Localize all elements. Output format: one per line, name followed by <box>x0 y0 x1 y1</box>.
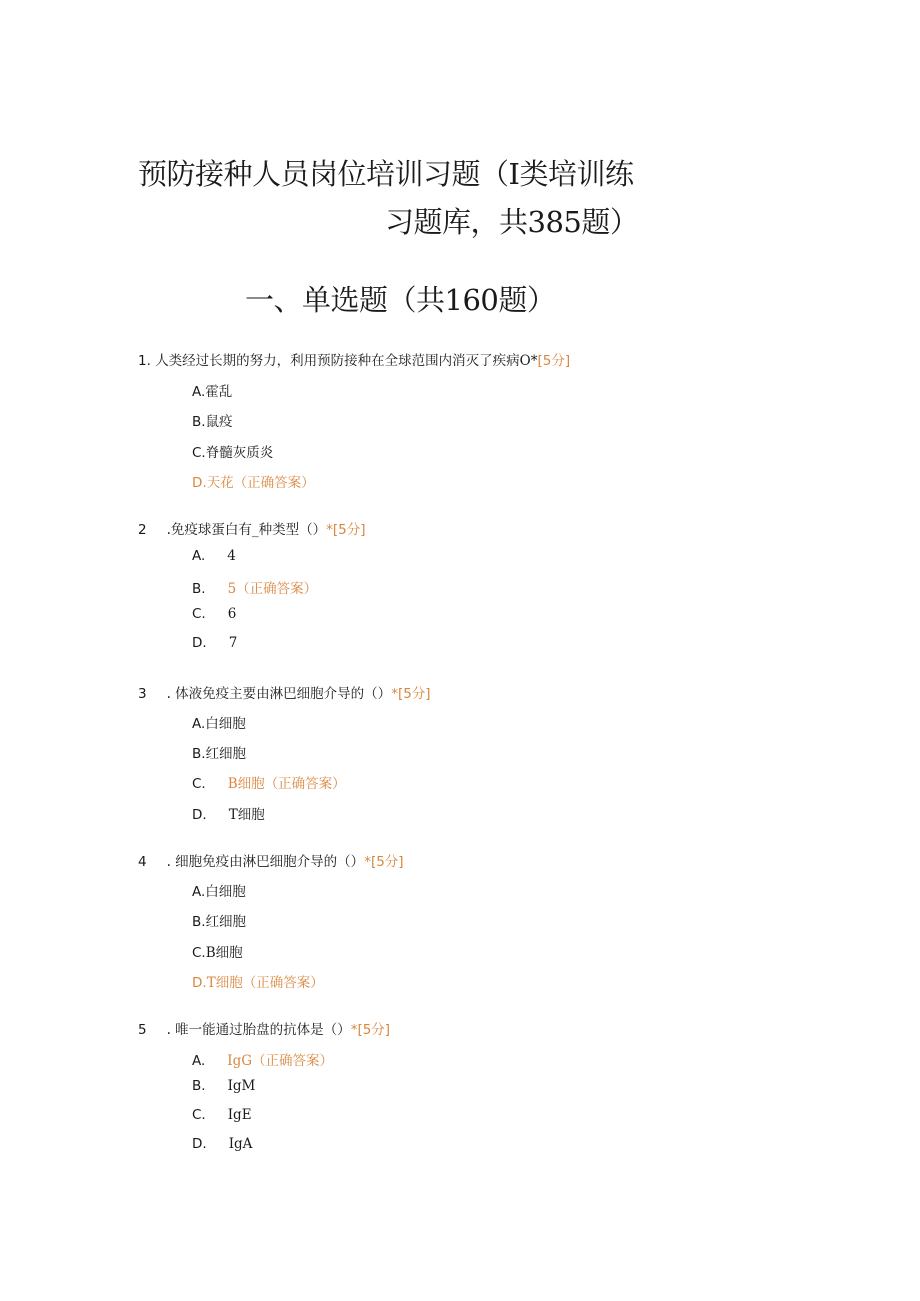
question-5 <box>138 1018 390 1038</box>
option-text: T细胞（正确答案） <box>206 975 324 991</box>
option-label: B. <box>192 914 206 930</box>
section-title: 一、单选题（共160题） <box>245 283 556 317</box>
option-text: B细胞 <box>205 945 243 961</box>
question-text: .免疫球蛋白有_种类型（） <box>166 522 327 538</box>
option-text: 4 <box>227 548 236 564</box>
option-text-correct: B细胞（正确答案） <box>227 776 346 792</box>
option-b <box>192 577 317 597</box>
option-label: A. <box>192 1053 206 1069</box>
question-score: *[5分] <box>364 854 404 870</box>
option-label: B. <box>192 414 206 430</box>
question-score: *[5分] <box>350 1022 391 1038</box>
option-text: 天花（正确答案） <box>206 475 315 491</box>
option-label: D. <box>192 635 207 651</box>
question-4 <box>138 850 404 870</box>
question-text: . 体液免疫主要由淋巴细胞介导的（） <box>166 686 392 702</box>
question-text: . 细胞免疫由淋巴细胞介导的（） <box>166 854 365 870</box>
option-a <box>192 712 246 732</box>
option-b <box>192 742 246 762</box>
question-number: 4 <box>138 854 147 870</box>
option-d <box>192 803 265 823</box>
option-text-correct: IgG（正确答案） <box>227 1053 334 1069</box>
option-d <box>192 635 237 651</box>
option-label: D. <box>192 807 207 823</box>
question-2 <box>138 518 366 538</box>
document-title-line2: 习题库，共385题） <box>385 205 639 239</box>
option-label: D. <box>192 475 207 491</box>
option-c <box>192 441 273 461</box>
option-d-correct <box>192 471 315 491</box>
question-score: [5分] <box>537 353 571 369</box>
option-label: A. <box>192 716 206 732</box>
document-title-line1: 预防接种人员岗位培训习题（I类培训练 <box>138 157 634 191</box>
option-text: IgE <box>227 1107 252 1123</box>
option-text: IgM <box>227 1078 256 1094</box>
option-text: 白细胞 <box>205 884 246 900</box>
question-1 <box>138 349 570 369</box>
option-a <box>192 548 236 564</box>
option-label: C. <box>192 1107 206 1123</box>
option-text: 霍乱 <box>205 384 233 400</box>
option-text: 红细胞 <box>205 914 247 930</box>
question-score: *[5分] <box>326 522 366 538</box>
option-d-correct <box>192 971 324 991</box>
option-c <box>192 772 346 792</box>
option-label: B. <box>192 746 206 762</box>
option-text: 脊髓灰质炎 <box>205 445 274 461</box>
option-text-correct: 5（正确答案） <box>227 581 318 597</box>
option-b <box>192 1078 255 1094</box>
option-b <box>192 910 246 930</box>
question-number: 1. <box>138 353 151 369</box>
option-text: 6 <box>227 606 237 622</box>
question-number: 3 <box>138 686 147 702</box>
option-label: D. <box>192 1136 207 1152</box>
option-label: A. <box>192 548 206 564</box>
option-a <box>192 880 246 900</box>
option-label: C. <box>192 445 206 461</box>
option-text: 鼠疫 <box>205 414 233 430</box>
option-label: C. <box>192 606 206 622</box>
option-label: A. <box>192 884 206 900</box>
option-text: IgA <box>228 1136 253 1152</box>
question-text: 人类经过长期的努力，利用预防接种在全球范围内消灭了疾病O* <box>155 353 538 369</box>
option-text: T细胞 <box>228 807 265 823</box>
option-c <box>192 941 243 961</box>
question-number: 5 <box>138 1022 147 1038</box>
option-c <box>192 606 236 622</box>
option-a <box>192 1049 333 1069</box>
question-number: 2 <box>138 522 147 538</box>
question-3 <box>138 682 431 702</box>
option-text: 红细胞 <box>205 746 247 762</box>
option-a <box>192 380 232 400</box>
option-label: D. <box>192 975 207 991</box>
option-label: A. <box>192 384 206 400</box>
option-label: B. <box>192 581 206 597</box>
option-label: C. <box>192 776 206 792</box>
question-text: . 唯一能通过胎盘的抗体是（） <box>166 1022 351 1038</box>
option-d <box>192 1136 252 1152</box>
option-c <box>192 1107 252 1123</box>
option-text: 白细胞 <box>205 716 246 732</box>
option-label: C. <box>192 945 206 961</box>
option-text: 7 <box>228 635 238 651</box>
question-score: *[5分] <box>391 686 431 702</box>
option-b <box>192 410 233 430</box>
option-label: B. <box>192 1078 206 1094</box>
